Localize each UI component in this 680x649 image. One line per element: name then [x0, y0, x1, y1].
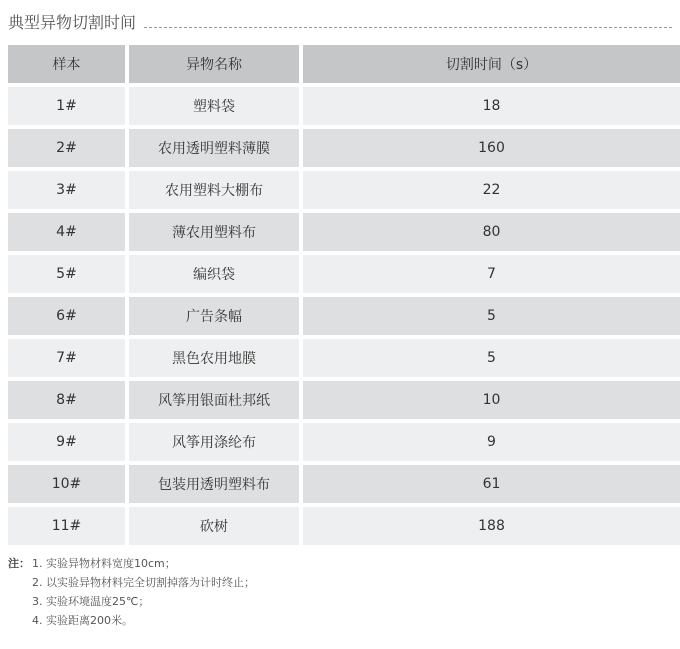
- table-cell-sample: 7#: [8, 339, 125, 377]
- table-cell-object-name: 薄农用塑料布: [129, 213, 299, 251]
- table-cell-cutting-time: 7: [303, 255, 680, 293]
- note-item: 3. 实验环境温度25℃；: [32, 595, 150, 608]
- table-row: [8, 87, 680, 125]
- table-row: [8, 423, 680, 461]
- table-cell-object-name: 编织袋: [129, 255, 299, 293]
- table-cell-sample: 10#: [8, 465, 125, 503]
- note-line: [8, 573, 255, 592]
- column-header-sample: 样本: [8, 45, 125, 83]
- note-prefix: 注：: [8, 557, 30, 570]
- table-cell-cutting-time: 5: [303, 339, 680, 377]
- note-line: [8, 592, 255, 611]
- table-cell-cutting-time: 22: [303, 171, 680, 209]
- table-row: [8, 465, 680, 503]
- footnotes: [8, 554, 255, 630]
- note-item: 4. 实验距离200米。: [32, 614, 133, 627]
- table-cell-cutting-time: 18: [303, 87, 680, 125]
- table-cell-sample: 1#: [8, 87, 125, 125]
- table-cell-cutting-time: 5: [303, 297, 680, 335]
- dashed-divider: [144, 27, 672, 28]
- table-row: [8, 213, 680, 251]
- table-row: [8, 507, 680, 545]
- note-line: [8, 611, 255, 630]
- table-cell-cutting-time: 61: [303, 465, 680, 503]
- table-cell-cutting-time: 10: [303, 381, 680, 419]
- table-cell-cutting-time: 188: [303, 507, 680, 545]
- table-row: [8, 339, 680, 377]
- note-item: 1. 实验异物材料宽度10cm；: [32, 557, 176, 570]
- table-cell-sample: 11#: [8, 507, 125, 545]
- table-cell-object-name: 塑料袋: [129, 87, 299, 125]
- table-cell-sample: 4#: [8, 213, 125, 251]
- table-row: [8, 255, 680, 293]
- table-row: [8, 297, 680, 335]
- section-header: [8, 9, 672, 33]
- table-cell-sample: 3#: [8, 171, 125, 209]
- table-cell-object-name: 风筝用银面杜邦纸: [129, 381, 299, 419]
- table-cell-object-name: 风筝用涤纶布: [129, 423, 299, 461]
- table-cell-object-name: 黑色农用地膜: [129, 339, 299, 377]
- table-row: [8, 129, 680, 167]
- table-cell-sample: 8#: [8, 381, 125, 419]
- table-cell-object-name: 农用塑料大棚布: [129, 171, 299, 209]
- note-line: [8, 554, 255, 573]
- column-header-cutting-time: 切割时间（s）: [303, 45, 680, 83]
- table-row: [8, 381, 680, 419]
- column-header-foreign-object-name: 异物名称: [129, 45, 299, 83]
- table-body: [8, 87, 680, 545]
- note-item: 2. 以实验异物材料完全切割掉落为计时终止；: [32, 576, 255, 589]
- table-cell-sample: 2#: [8, 129, 125, 167]
- table-cell-object-name: 农用透明塑料薄膜: [129, 129, 299, 167]
- table-cell-sample: 5#: [8, 255, 125, 293]
- table-cell-cutting-time: 9: [303, 423, 680, 461]
- table-cell-object-name: 广告条幅: [129, 297, 299, 335]
- cutting-time-table: [8, 45, 680, 549]
- table-cell-sample: 9#: [8, 423, 125, 461]
- table-cell-object-name: 砍树: [129, 507, 299, 545]
- table-cell-sample: 6#: [8, 297, 125, 335]
- table-header-row: [8, 45, 680, 83]
- table-row: [8, 171, 680, 209]
- table-cell-object-name: 包装用透明塑料布: [129, 465, 299, 503]
- section-title: 典型异物切割时间: [8, 13, 137, 32]
- table-cell-cutting-time: 80: [303, 213, 680, 251]
- table-cell-cutting-time: 160: [303, 129, 680, 167]
